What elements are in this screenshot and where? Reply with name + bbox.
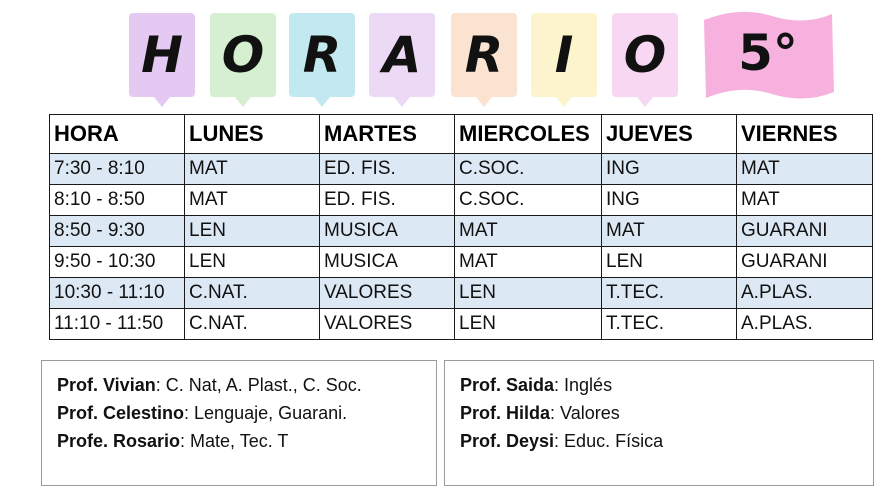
grade-label: 5° [738, 24, 798, 82]
subject-cell: VALORES [320, 309, 455, 340]
teacher-line [57, 399, 436, 427]
subject-cell: MAT [185, 185, 320, 216]
title-letter-bubble [531, 13, 597, 97]
teacher-name: Prof. Hilda [460, 403, 551, 423]
title-letter-bubble [129, 13, 195, 97]
table-row [50, 278, 873, 309]
subject-cell: A.PLAS. [737, 278, 873, 309]
time-cell: 8:50 - 9:30 [50, 216, 185, 247]
subject-cell: GUARANI [737, 216, 873, 247]
title-banner [0, 0, 883, 110]
subject-cell: C.NAT. [185, 278, 320, 309]
title-letter: I [554, 26, 574, 84]
time-cell: 9:50 - 10:30 [50, 247, 185, 278]
title-letter: O [623, 26, 667, 84]
teacher-name: Prof. Celestino [57, 403, 185, 423]
title-letter: R [464, 26, 504, 84]
teacher-line [460, 427, 873, 455]
subject-cell: C.NAT. [185, 309, 320, 340]
subject-cell: LEN [455, 309, 602, 340]
subject-cell: A.PLAS. [737, 309, 873, 340]
title-letter-bubble [369, 13, 435, 97]
subject-cell: MAT [455, 247, 602, 278]
header-hora: HORA [50, 115, 185, 154]
teacher-subjects: : Mate, Tec. T [180, 431, 289, 451]
subject-cell: MAT [185, 154, 320, 185]
grade-flag [700, 6, 836, 102]
subject-cell: LEN [455, 278, 602, 309]
header-lunes: LUNES [185, 115, 320, 154]
teacher-line [57, 427, 436, 455]
subject-cell: MUSICA [320, 216, 455, 247]
subject-cell: C.SOC. [455, 185, 602, 216]
header-viernes: VIERNES [737, 115, 873, 154]
subject-cell: C.SOC. [455, 154, 602, 185]
subject-cell: MUSICA [320, 247, 455, 278]
table-row [50, 309, 873, 340]
title-letter-bubble [289, 13, 355, 97]
title-letter: R [302, 26, 342, 84]
header-jueves: JUEVES [602, 115, 737, 154]
table-row [50, 247, 873, 278]
subject-cell: MAT [455, 216, 602, 247]
subject-cell: VALORES [320, 278, 455, 309]
table-header-row [50, 115, 873, 154]
teacher-subjects: : C. Nat, A. Plast., C. Soc. [155, 375, 362, 395]
teacher-line [57, 371, 436, 399]
title-letter: H [141, 26, 183, 84]
subject-cell: MAT [737, 185, 873, 216]
teacher-line [460, 371, 873, 399]
subject-cell: MAT [602, 216, 737, 247]
teacher-subjects: : Educ. Física [554, 431, 664, 451]
teacher-name: Prof. Deysi [460, 431, 555, 451]
teacher-subjects: : Inglés [554, 375, 613, 395]
time-cell: 7:30 - 8:10 [50, 154, 185, 185]
teacher-subjects: : Valores [550, 403, 620, 423]
schedule-table [49, 114, 873, 340]
subject-cell: T.TEC. [602, 309, 737, 340]
table-row [50, 154, 873, 185]
table-row [50, 185, 873, 216]
table-row [50, 216, 873, 247]
subject-cell: ING [602, 185, 737, 216]
time-cell: 11:10 - 11:50 [50, 309, 185, 340]
teacher-name: Profe. Rosario [57, 431, 181, 451]
title-letter-bubble [612, 13, 678, 97]
subject-cell: ED. FIS. [320, 185, 455, 216]
subject-cell: LEN [185, 216, 320, 247]
subject-cell: MAT [737, 154, 873, 185]
subject-cell: ED. FIS. [320, 154, 455, 185]
title-letter: A [382, 26, 422, 84]
title-letter: O [221, 26, 265, 84]
teachers-box-right [444, 360, 874, 486]
teacher-subjects: : Lenguaje, Guarani. [184, 403, 348, 423]
title-letter-bubble [210, 13, 276, 97]
subject-cell: GUARANI [737, 247, 873, 278]
teacher-name: Prof. Vivian [57, 375, 156, 395]
subject-cell: T.TEC. [602, 278, 737, 309]
teacher-line [460, 399, 873, 427]
header-miercoles: MIERCOLES [455, 115, 602, 154]
header-martes: MARTES [320, 115, 455, 154]
teachers-box-left [41, 360, 437, 486]
time-cell: 8:10 - 8:50 [50, 185, 185, 216]
time-cell: 10:30 - 11:10 [50, 278, 185, 309]
teacher-name: Prof. Saida [460, 375, 555, 395]
subject-cell: ING [602, 154, 737, 185]
subject-cell: LEN [185, 247, 320, 278]
title-letter-bubble [451, 13, 517, 97]
subject-cell: LEN [602, 247, 737, 278]
